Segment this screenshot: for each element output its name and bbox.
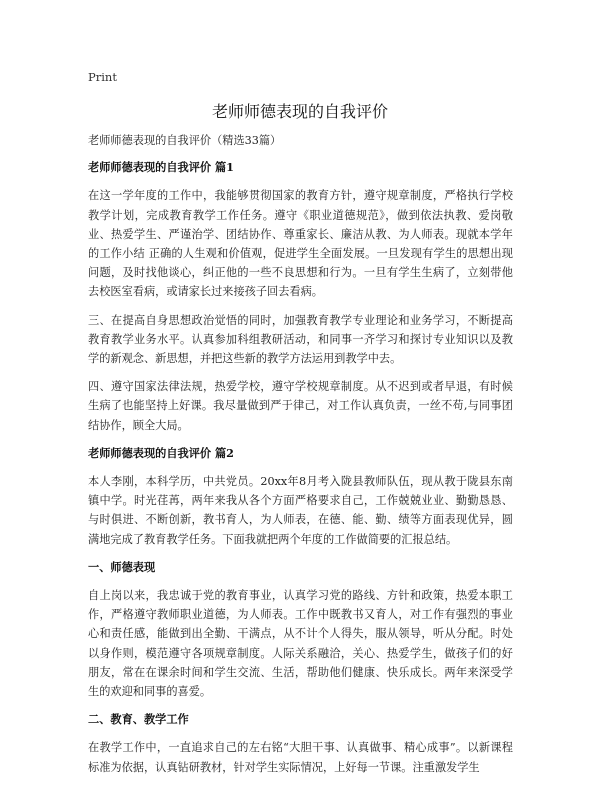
section-heading: 老师师德表现的自我评价 篇2 [88, 445, 234, 460]
paragraph: 四、遵守国家法律法规，热爱学校，遵守学校规章制度。从不迟到或者早退，有时候生病了也能坚持上好课。我尽量做到严于律己，对工作认真负责，一丝不苟,与同事团结协作，顾全大局。 [88, 380, 513, 432]
page-title: 老师师德表现的自我评价 [211, 102, 388, 121]
section-heading: 老师师德表现的自我评价 篇1 [88, 160, 234, 175]
document-body [88, 131, 513, 786]
paragraph: 在教学工作中，一直追求自己的左右铭“大胆干事、认真做事、精心成事”。以新课程标准为依据，认真钻研教材，针对学生实际情况，上好每一节课。注重激发学生 [88, 741, 513, 774]
section-heading: 二、教育、教学工作 [88, 712, 189, 727]
print-link[interactable]: Print [88, 70, 117, 84]
document-subtitle: 老师师德表现的自我评价（精选33篇） [88, 134, 282, 147]
paragraph: 三、在提高自身思想政治觉悟的同时，加强教育教学专业理论和业务学习，不断提高教育教学业务水平。认真参加科组教研活动，和同事一齐学习和探讨专业知识以及教学的新观念、新思想，并把这些新的教学方法运用到教学中去。 [88, 313, 513, 366]
paragraph: 在这一学年度的工作中，我能够贯彻国家的教育方针，遵守规章制度，严格执行学校教学计划，完成教育教学工作任务。遵守《职业道德规范》，做到依法执教、爱岗敬业、热爱学生、严谨治学、团结协作、尊重家长、廉洁从教、为人师表。现就本学年的工作小结 正确的人生观和价值观，促进学生全面发展。一旦发现有学生的思想出现问题，及时找他谈心，纠正他的一些不良思想和行为。一旦有学生生病了，立刻带他去校医室看病，或请家长过来接孩子回去看病。 [88, 189, 513, 299]
paragraph: 自上岗以来，我忠诚于党的教育事业，认真学习党的路线、方针和政策，热爱本职工作，严格遵守教师职业道德，为人师表。工作中既教书又育人，对工作有强烈的事业心和责任感，能做到出全勤、干满点，从不计个人得失，服从领导，听从分配。时处以身作则，模范遵守各项规章制度。人际关系融洽，关心、热爱学生，做孩子们的好朋友，常在在课余时间和学生交流、生活，帮助他们健康、快乐成长。两年来深受学生的欢迎和同事的喜爱。 [88, 589, 513, 699]
paragraph: 本人李刚，本科学历，中共党员。20xx年8月考入陇县教师队伍，现从教于陇县东南镇中学。时光荏苒，两年来我从各个方面严格要求自己，工作兢兢业业、勤勤恳恳、与时俱进、不断创新，教书育人，为人师表，在德、能、勤、绩等方面表现优异，圆满地完成了教育教学任务。下面我就把两个年度的工作做简要的汇报总结。 [88, 475, 513, 546]
section-heading: 一、师德表现 [88, 559, 156, 574]
